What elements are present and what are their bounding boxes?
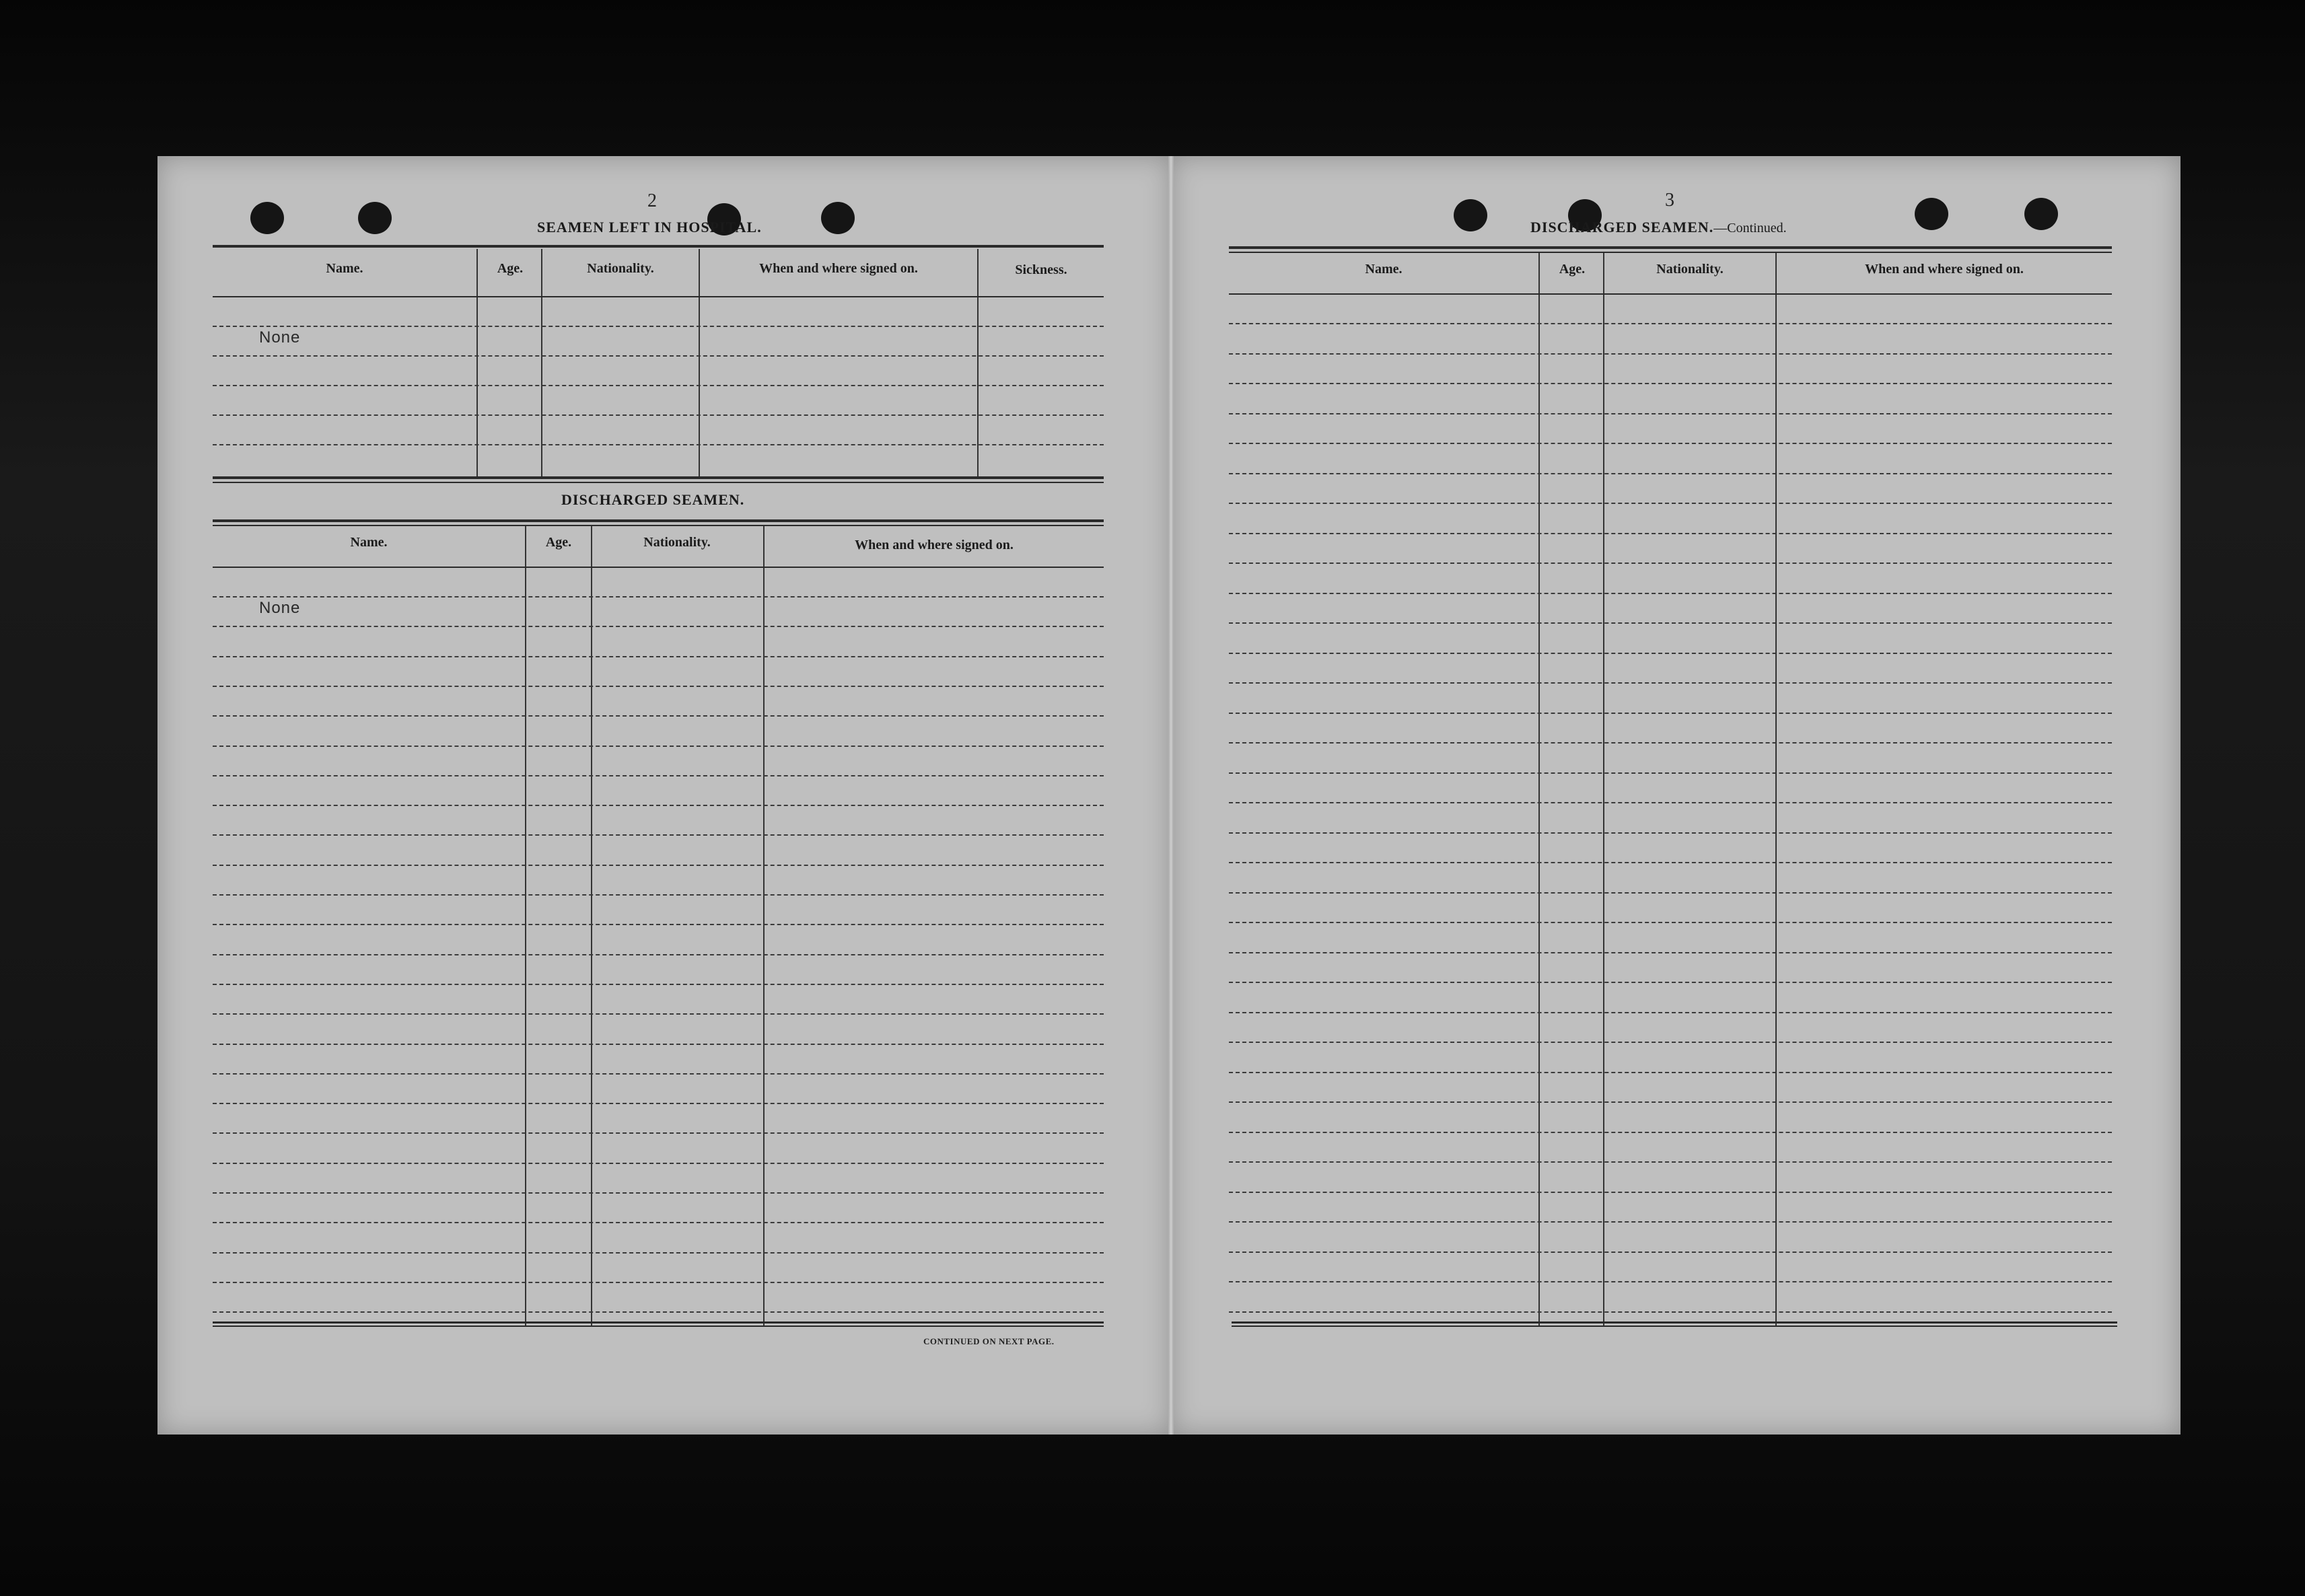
ruled-line (1229, 1161, 2112, 1163)
ruled-line (1229, 1012, 2112, 1013)
ruled-line (213, 715, 1104, 717)
ruled-line (1229, 832, 2112, 834)
table-bottom-rule (213, 476, 1104, 479)
ruled-line (213, 626, 1104, 627)
ruled-line (213, 355, 1104, 357)
col-header-sickness: Sickness. (1015, 262, 1067, 277)
ruled-line (1229, 622, 2112, 624)
ruled-line (213, 1044, 1104, 1045)
ruled-line (1229, 892, 2112, 894)
right-page (1171, 156, 2180, 1435)
ruled-line (213, 1073, 1104, 1075)
ruled-line (1229, 1281, 2112, 1282)
page-fold (1168, 156, 1174, 1435)
ruled-line (1229, 353, 2112, 355)
col-header-signed-on: When and where signed on. (759, 261, 918, 276)
col-header-signed-on: When and where signed on. (855, 538, 1014, 552)
ruled-line (213, 656, 1104, 657)
ruled-line (213, 385, 1104, 386)
ruled-line (1229, 1221, 2112, 1223)
ruled-line (213, 924, 1104, 925)
punch-hole (358, 202, 392, 234)
table-top-rule (1229, 246, 2112, 249)
column-divider (525, 526, 526, 1326)
ruled-line (1229, 982, 2112, 983)
ruled-line (1229, 443, 2112, 444)
col-header-nationality: Nationality. (1656, 262, 1724, 277)
ruled-line (1229, 323, 2112, 324)
punch-hole (250, 202, 284, 234)
col-header-name: Name. (1365, 262, 1403, 277)
ruled-line (213, 1103, 1104, 1104)
col-header-age: Age. (1559, 262, 1586, 277)
ruled-line (1229, 922, 2112, 923)
table-top-rule (213, 525, 1104, 526)
column-divider (763, 526, 765, 1326)
left-page (157, 156, 1171, 1435)
ruled-line (1229, 1132, 2112, 1133)
ruled-line (1229, 682, 2112, 684)
table-bottom-rule (213, 1326, 1104, 1327)
ruled-line (213, 834, 1104, 836)
ruled-line (213, 1192, 1104, 1194)
title-continued: —Continued. (1713, 221, 1787, 235)
column-divider (591, 526, 592, 1326)
ruled-line (213, 1282, 1104, 1283)
table-top-rule (213, 245, 1104, 248)
ruled-line (213, 805, 1104, 806)
ruled-line (213, 1163, 1104, 1164)
header-rule (213, 296, 1104, 297)
ruled-line (1229, 473, 2112, 474)
col-header-age: Age. (497, 261, 524, 276)
ruled-line (213, 746, 1104, 747)
ruled-line (1229, 503, 2112, 504)
header-rule (213, 567, 1104, 568)
header-rule (1229, 293, 2112, 295)
punch-hole (1454, 199, 1487, 231)
page-number: 3 (1665, 190, 1674, 211)
table-bottom-rule (213, 1321, 1104, 1323)
ruled-line (213, 775, 1104, 776)
ruled-line (1229, 593, 2112, 594)
ruled-line (1229, 383, 2112, 384)
ruled-line (1229, 772, 2112, 774)
ruled-line (1229, 742, 2112, 743)
table-bottom-rule (1232, 1321, 2117, 1323)
col-header-nationality: Nationality. (643, 535, 711, 550)
ruled-line (1229, 1192, 2112, 1193)
ruled-line (213, 414, 1104, 416)
title-main: DISCHARGED SEAMEN. (1530, 219, 1714, 235)
ruled-line (213, 1222, 1104, 1223)
punch-hole (821, 202, 855, 234)
discharged-entry: None (259, 599, 301, 617)
ruled-line (1229, 802, 2112, 803)
table-top-rule (213, 519, 1104, 522)
continued-note: CONTINUED ON NEXT PAGE. (923, 1336, 1055, 1346)
section-title-discharged-continued (1530, 219, 1787, 236)
ruled-line (213, 894, 1104, 896)
ruled-line (213, 865, 1104, 866)
ruled-line (1229, 533, 2112, 534)
ruled-line (1229, 1042, 2112, 1043)
ruled-line (1229, 1311, 2112, 1313)
col-header-signed-on: When and where signed on. (1865, 262, 2024, 277)
ruled-line (1229, 413, 2112, 414)
ruled-line (1229, 1072, 2112, 1073)
section-title-discharged: DISCHARGED SEAMEN. (561, 491, 745, 508)
col-header-age: Age. (545, 535, 572, 550)
ruled-line (213, 1132, 1104, 1134)
ruled-line (213, 1252, 1104, 1254)
section-title-hospital: SEAMEN LEFT IN HOSPITAL. (537, 219, 762, 235)
ruled-line (213, 596, 1104, 597)
table-top-rule (1229, 252, 2112, 253)
ruled-line (1229, 862, 2112, 863)
col-header-name: Name. (350, 535, 388, 550)
page-number: 2 (647, 190, 657, 211)
ruled-line (213, 326, 1104, 327)
ruled-line (1229, 1252, 2112, 1253)
col-header-name: Name. (326, 261, 363, 276)
punch-hole (1915, 198, 1948, 230)
punch-hole (2024, 198, 2058, 230)
col-header-nationality: Nationality. (587, 261, 654, 276)
table-bottom-rule (213, 482, 1104, 483)
ruled-line (213, 1013, 1104, 1015)
ruled-line (213, 954, 1104, 955)
hospital-entry: None (259, 328, 301, 347)
ruled-line (213, 444, 1104, 445)
table-bottom-rule (1232, 1326, 2117, 1327)
ruled-line (1229, 952, 2112, 953)
ruled-line (1229, 563, 2112, 564)
ruled-line (1229, 1101, 2112, 1103)
ruled-line (1229, 713, 2112, 714)
ruled-line (213, 686, 1104, 687)
ruled-line (213, 1311, 1104, 1313)
ruled-line (213, 984, 1104, 985)
ruled-line (1229, 653, 2112, 654)
